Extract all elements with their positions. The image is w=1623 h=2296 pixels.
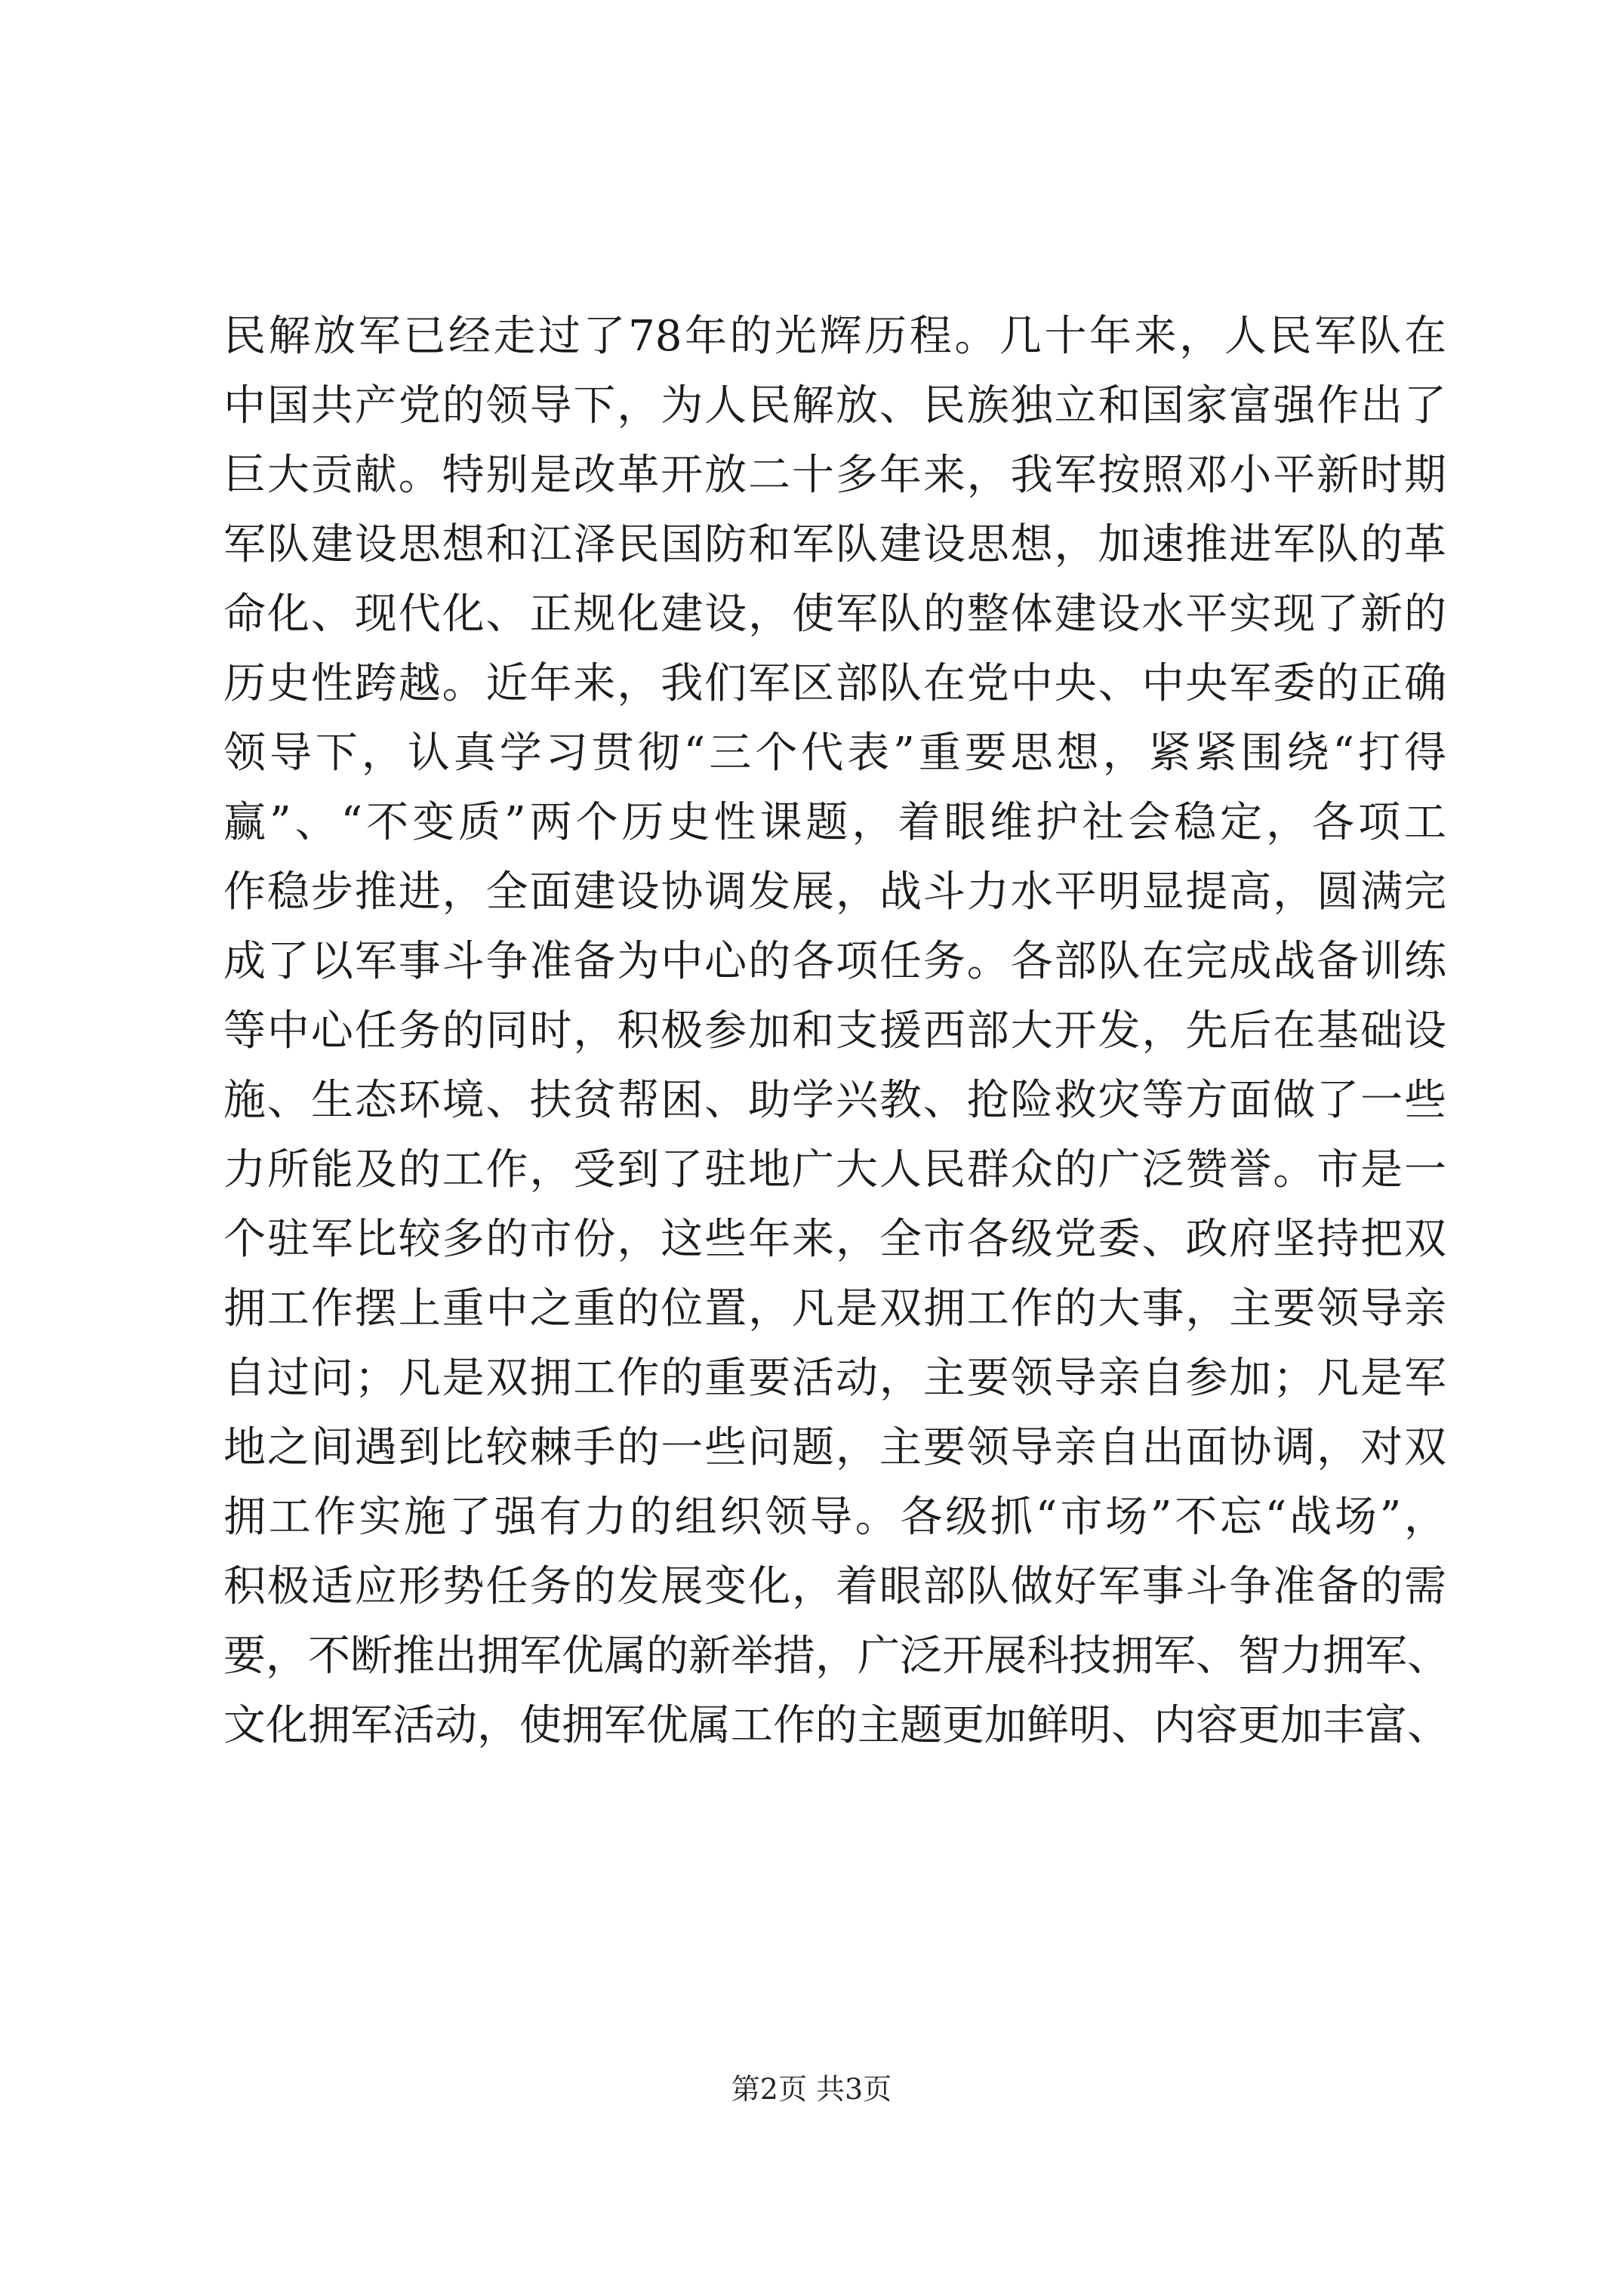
text-line: 巨大贡献。特别是改革开放二十多年来，我军按照邓小平新时期 xyxy=(223,451,1446,500)
text-line: 作稳步推进，全面建设协调发展，战斗力水平明显提高，圆满完 xyxy=(223,868,1446,917)
text-line: 民解放军已经走过了78年的光辉历程。几十年来，人民军队在 xyxy=(223,312,1446,361)
text-line: 拥工作摆上重中之重的位置，凡是双拥工作的大事，主要领导亲 xyxy=(223,1284,1446,1333)
text-line: 命化、现代化、正规化建设，使军队的整体建设水平实现了新的 xyxy=(223,590,1446,639)
body-text xyxy=(223,302,1449,1761)
text-line: 地之间遇到比较棘手的一些问题，主要领导亲自出面协调，对双 xyxy=(223,1423,1446,1472)
text-line: 个驻军比较多的市份，这些年来，全市各级党委、政府坚持把双 xyxy=(223,1215,1446,1264)
text-line: 文化拥军活动，使拥军优属工作的主题更加鲜明、内容更加丰富、 xyxy=(223,1701,1449,1750)
text-line: 积极适应形势任务的发展变化，着眼部队做好军事斗争准备的需 xyxy=(223,1562,1446,1611)
text-line: 领导下，认真学习贯彻“三个代表”重要思想，紧紧围绕“打得 xyxy=(223,729,1446,778)
text-line: 自过问；凡是双拥工作的重要活动，主要领导亲自参加；凡是军 xyxy=(223,1354,1446,1403)
text-line: 力所能及的工作，受到了驻地广大人民群众的广泛赞誉。市是一 xyxy=(223,1145,1446,1194)
text-line: 成了以军事斗争准备为中心的各项任务。各部队在完成战备训练 xyxy=(223,937,1446,986)
text-line: 要，不断推出拥军优属的新举措，广泛开展科技拥军、智力拥军、 xyxy=(223,1632,1449,1681)
page-number-footer: 第2页 共3页 xyxy=(731,2073,892,2106)
text-line: 等中心任务的同时，积极参加和支援西部大开发，先后在基础设 xyxy=(223,1006,1446,1056)
text-line: 赢”、“不变质”两个历史性课题，着眼维护社会稳定，各项工 xyxy=(223,798,1446,847)
text-line: 拥工作实施了强有力的组织领导。各级抓“市场”不忘“战场”， xyxy=(223,1493,1446,1542)
text-line: 历史性跨越。近年来，我们军区部队在党中央、中央军委的正确 xyxy=(223,659,1446,708)
text-line: 军队建设思想和江泽民国防和军队建设思想，加速推进军队的革 xyxy=(223,520,1446,569)
text-line: 中国共产党的领导下，为人民解放、民族独立和国家富强作出了 xyxy=(223,381,1446,430)
text-line: 施、生态环境、扶贫帮困、助学兴教、抢险救灾等方面做了一些 xyxy=(223,1076,1446,1125)
